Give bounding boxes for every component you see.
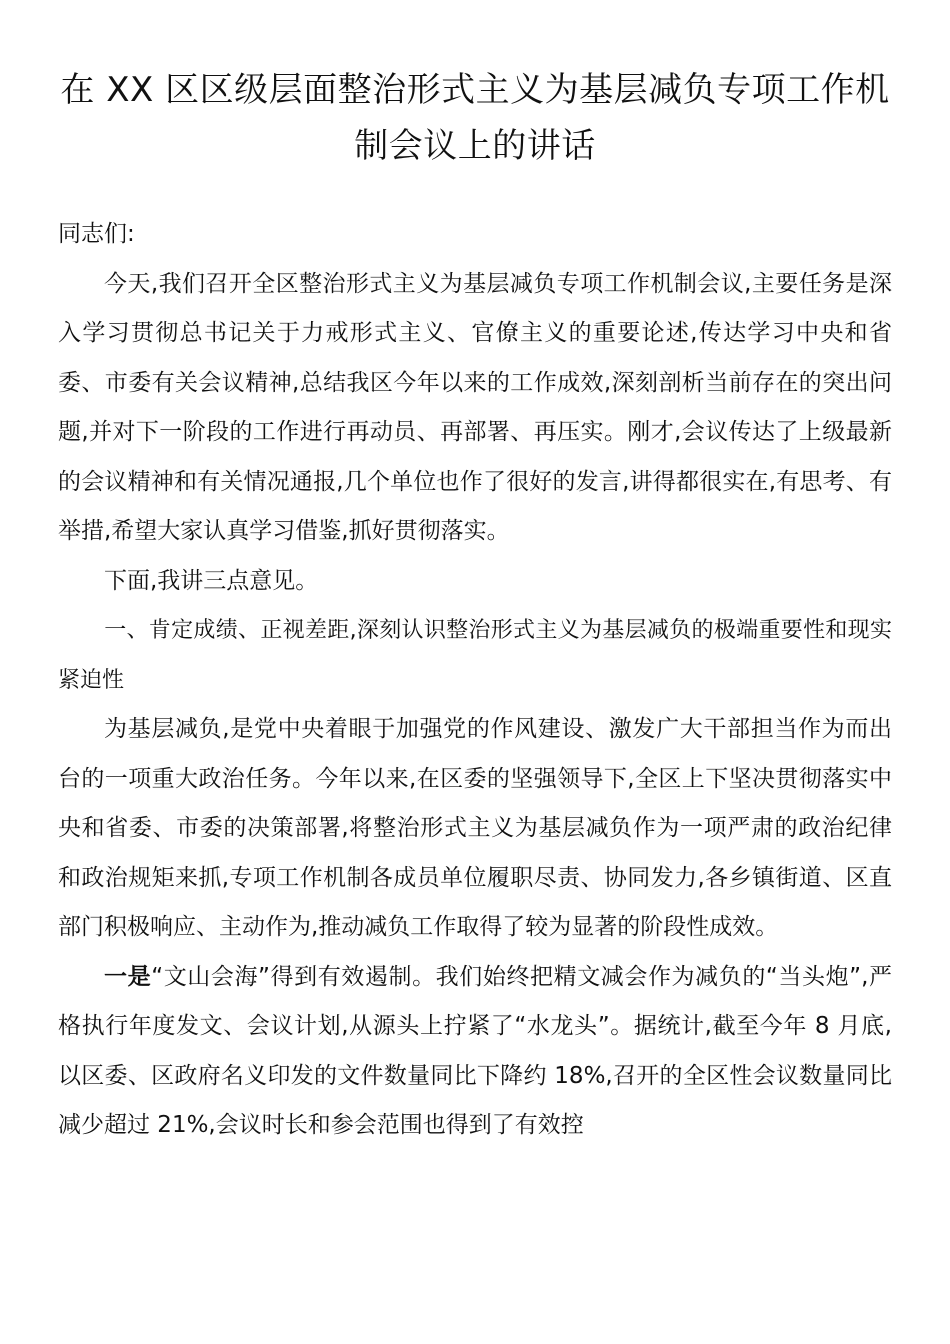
paragraph-opening: 今天,我们召开全区整治形式主义为基层减负专项工作机制会议,主要任务是深入学习贯彻总书记关于力戒形式主义、官僚主义的重要论述,传达学习中央和省委、市委有关会议精神,总结我区今年以来的工作成效,深刻剖析当前存在的突出问题,并对下一阶段的工作进行再动员、再部署、再压实。刚才,会议传达了上级最新的会议精神和有关情况通报,几个单位也作了很好的发言,讲得都很实在,有思考、有举措,希望大家认真学习借鉴,抓好贯彻落实。 [58,270,892,544]
point-1-lead: 一是 [104,963,152,990]
salutation: 同志们: [58,221,135,247]
paragraph-point-1 [58,953,892,1151]
document-title: 在 XX 区区级层面整治形式主义为基层减负专项工作机制会议上的讲话 [60,70,890,166]
document-body [58,210,892,1151]
paragraph-intro-points: 下面,我讲三点意见。 [104,567,319,594]
document-page [58,62,892,1151]
paragraph-section-1: 为基层减负,是党中央着眼于加强党的作风建设、激发广大干部担当作为而出台的一项重大政治任务。今年以来,在区委的坚强领导下,全区上下坚决贯彻落实中央和省委、市委的决策部署,将整治形式主义为基层减负作为一项严肃的政治纪律和政治规矩来抓,专项工作机制各成员单位履职尽责、协同发力,各乡镇街道、区直部门积极响应、主动作为,推动减负工作取得了较为显著的阶段性成效。 [58,716,892,940]
point-1-text: “文山会海”得到有效遏制。我们始终把精文减会作为减负的“当头炮”,严格执行年度发文、会议计划,从源头上拧紧了“水龙头”。据统计,截至今年 8 月底,以区委、区政府名义印发的文件数量同比下降约 18%,召开的全区性会议数量同比减少超过 21%,会议时长和参会范围也得到了有效控 [58,963,892,1138]
section-heading-1: 一、肯定成绩、正视差距,深刻认识整治形式主义为基层减负的极端重要性和现实紧迫性 [58,618,892,693]
